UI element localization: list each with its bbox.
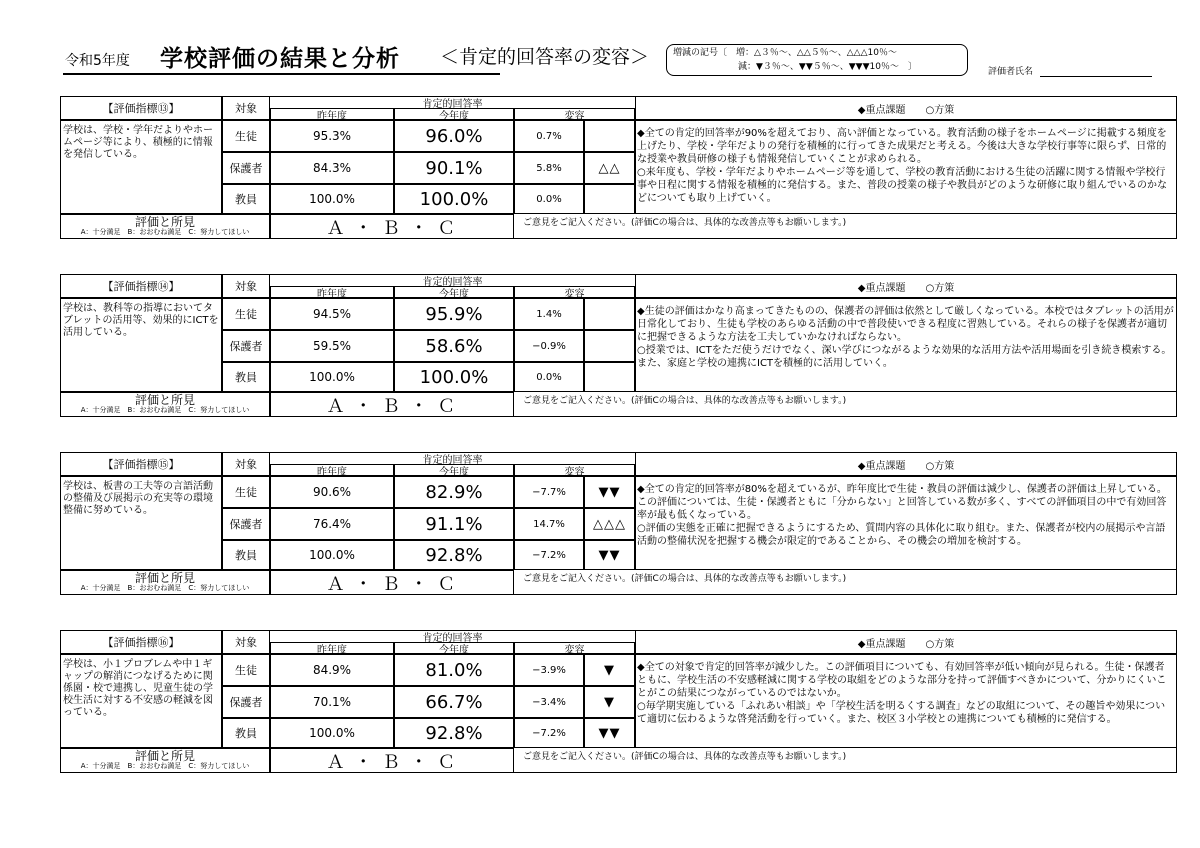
eval-label: 評価と所見 [134,392,195,407]
change-header: 変容 [564,466,585,478]
evaluation-section [60,96,1177,239]
last-year-rate: 95.3% [312,129,352,143]
eval-legend: A：十分満足 B：おおむね満足 C：努力してほしい [80,228,250,236]
focus-header: ◆重点課題 ○方策 [857,638,955,650]
last-year-rate: 70.1% [312,695,352,709]
this-year-rate: 58.6% [425,335,483,357]
row-target: 教員 [235,549,257,562]
last-year-rate: 76.4% [312,517,352,531]
measure-text: ○来年度も、学校・学年だよりやホームページ等を通して、学校の教育活動における生徒の活躍に関する情報や学校行事や日程に関する情報を積極的に発信する。また、普段の授業の様子や教員がどのような研修に取り組んでいるのかなどについても取り上げていく。 [637,167,1167,204]
row-target: 教員 [235,727,257,740]
measure-text: ○評価の実態を正確に把握できるようにするため、質問内容の具体化に取り組む。また、保護者が校内の展掲示や言語活動の整備状況を把握する機会が限定的であることから、その機会の増加を検討する。 [637,523,1166,547]
legend-line-increase: 増減の記号〔 増：△３％～、△△５％～、△△△10％～ [673,48,897,58]
change-header: 変容 [564,110,585,122]
indicator-description: 学校は、板書の工夫等の言語活動の整備及び展掲示の充実等の環境整備に努めている。 [63,481,213,516]
this-year-rate: 96.0% [425,125,483,147]
positive-rate-header: 肯定的回答率 [422,276,483,288]
focus-plan-text [637,127,1174,205]
change-mark [584,120,635,152]
change-value: 14.7% [533,518,565,530]
indicator-title: 【評価指標⑬】 [102,102,180,115]
change-value: 0.0% [536,193,562,205]
comment-prompt[interactable]: ご意見をご記入ください。(評価Cの場合は、具体的な改善点等もお願いします。) [523,218,847,228]
eval-label: 評価と所見 [134,214,195,229]
abc-rating-options[interactable]: Ａ ・ Ｂ ・ Ｃ [326,395,458,417]
focus-issue-text: ◆全ての肯定的回答率が80%を超えているが、昨年度比で生徒・教員の評価は減少し、保護者の評価は上昇している。この評価については、生徒・保護者ともに「分からない」と回答している数が多く、すべての評価項目の中で有効回答率が最も低くなっている。 [637,484,1167,521]
this-year-header: 今年度 [439,288,469,300]
focus-issue-text: ◆全ての肯定的回答率が90%を超えており、高い評価となっている。教育活動の様子をホームページに掲載する頻度を上げたり、学校・学年だよりの発行を積極的に行ってきた成果だと考える。今後は大きな学校行事等に限らず、日常的な授業や教員研修の様子も情報発信していくことが求められる。 [637,128,1167,165]
this-year-header: 今年度 [439,644,469,656]
row-target: 保護者 [229,162,263,175]
last-year-rate: 100.0% [309,726,355,740]
focus-issue-text: ◆全ての対象で肯定的回答率が減少した。この評価項目についても、有効回答率が低い傾向が見られる。生徒・保護者ともに、学校生活の不安感軽減に関する学校の取組をどのような部分を持って評価すべきかについて、分かりにくいことがこの結果につながっているのではないか。 [637,662,1167,699]
comment-prompt[interactable]: ご意見をご記入ください。(評価Cの場合は、具体的な改善点等もお願いします。) [523,574,847,584]
focus-header: ◆重点課題 ○方策 [857,104,955,116]
this-year-rate: 90.1% [425,157,483,179]
focus-plan-text [637,305,1174,370]
eval-legend: A：十分満足 B：おおむね満足 C：努力してほしい [80,584,250,592]
row-target: 生徒 [235,130,257,143]
indicator-title: 【評価指標⑮】 [102,458,180,471]
abc-rating-options[interactable]: Ａ ・ Ｂ ・ Ｃ [326,573,458,595]
change-value: −3.9% [532,664,566,676]
this-year-rate: 66.7% [425,691,483,713]
measure-text: ○授業では、ICTをただ使うだけでなく、深い学びにつながるような効果的な活用方法や活用場面を引き続き模索する。また、家庭と学校の連携にICTを積極的に活用していく。 [637,345,1172,369]
change-value: 0.0% [536,371,562,383]
this-year-rate: 100.0% [419,188,489,210]
change-mark [584,298,635,330]
last-year-header: 昨年度 [317,288,347,300]
this-year-header: 今年度 [439,110,469,122]
change-mark: ▼ [604,662,615,678]
positive-rate-header: 肯定的回答率 [422,454,483,466]
row-target: 教員 [235,371,257,384]
change-mark: △△ [598,160,621,176]
target-header: 対象 [235,102,257,115]
last-year-rate: 84.3% [312,161,352,175]
change-value: −0.9% [532,340,566,352]
row-target: 保護者 [229,340,263,353]
eval-legend: A：十分満足 B：おおむね満足 C：努力してほしい [80,762,250,770]
target-header: 対象 [235,280,257,293]
focus-issue-text: ◆生徒の評価はかなり高まってきたものの、保護者の評価は依然として厳しくなっている。本校ではタブレットの活用が日常化しており、生徒も学校のあらゆる活動の中で普段使いできる程度に習熟している。それらの様子を保護者が適切に把握できるような方法を工夫していかなければならない。 [637,306,1174,343]
last-year-rate: 84.9% [312,663,352,677]
row-target: 保護者 [229,518,263,531]
measure-text: ○毎学期実施している「ふれあい相談」や「学校生活を明るくする調査」などの取組について、その趣旨や効果について適切に伝わるような啓発活動を行っていく。また、校区３小学校との連携についても積極的に発信する。 [637,701,1166,725]
last-year-rate: 100.0% [309,370,355,384]
last-year-rate: 90.6% [312,485,352,499]
focus-header: ◆重点課題 ○方策 [857,460,955,472]
evaluator-name-label: 評価者氏名 [988,67,1034,77]
change-mark: ▼▼ [598,484,621,500]
row-target: 生徒 [235,486,257,499]
this-year-rate: 95.9% [425,303,483,325]
change-mark: ▼ [604,694,615,710]
this-year-rate: 100.0% [419,366,489,388]
change-header: 変容 [564,288,585,300]
change-mark [584,184,635,214]
positive-rate-header: 肯定的回答率 [422,632,483,644]
change-header: 変容 [564,644,585,656]
abc-rating-options[interactable]: Ａ ・ Ｂ ・ Ｃ [326,217,458,239]
indicator-description: 学校は、小１プロブレムや中１ギャップの解消につなげるために関係園・校で連携し、児童生徒の学校生活に対する不安感の軽減を図っている。 [63,659,213,718]
change-value: 5.8% [536,162,562,174]
row-target: 教員 [235,193,257,206]
this-year-rate: 82.9% [425,481,483,503]
this-year-rate: 91.1% [425,513,483,535]
indicator-description: 学校は、教科等の指導においてタブレットの活用等、効果的にICTを活用している。 [63,303,219,338]
change-mark: △△△ [593,516,626,532]
change-value: −3.4% [532,696,566,708]
abc-rating-options[interactable]: Ａ ・ Ｂ ・ Ｃ [326,751,458,773]
positive-rate-header: 肯定的回答率 [422,98,483,110]
evaluation-section [60,630,1177,773]
this-year-rate: 81.0% [425,659,483,681]
legend-line-decrease: 減：▼３％～、▼▼５％～、▼▼▼10％～ 〕 [738,62,917,72]
eval-legend: A：十分満足 B：おおむね満足 C：努力してほしい [80,406,250,414]
change-mark: ▼▼ [598,547,621,563]
evaluator-name-field[interactable] [1040,76,1152,77]
evaluation-section [60,274,1177,417]
title-underline [63,73,500,75]
focus-plan-text [637,661,1174,726]
this-year-rate: 92.8% [425,544,483,566]
row-target: 保護者 [229,696,263,709]
last-year-rate: 94.5% [312,307,352,321]
comment-prompt[interactable]: ご意見をご記入ください。(評価Cの場合は、具体的な改善点等もお願いします。) [523,396,847,406]
target-header: 対象 [235,636,257,649]
change-value: −7.2% [532,727,566,739]
indicator-title: 【評価指標⑭】 [102,280,180,293]
change-value: 0.7% [536,130,562,142]
eval-label: 評価と所見 [134,748,195,763]
row-target: 生徒 [235,664,257,677]
last-year-header: 昨年度 [317,466,347,478]
change-value: −7.7% [532,486,566,498]
focus-header: ◆重点課題 ○方策 [857,282,955,294]
change-value: −7.2% [532,549,566,561]
this-year-rate: 92.8% [425,722,483,744]
eval-label: 評価と所見 [134,570,195,585]
change-mark: ▼▼ [598,725,621,741]
fiscal-year-label: 令和5年度 [65,53,130,69]
target-header: 対象 [235,458,257,471]
change-value: 1.4% [536,308,562,320]
change-mark [584,362,635,392]
last-year-rate: 59.5% [312,339,352,353]
comment-prompt[interactable]: ご意見をご記入ください。(評価Cの場合は、具体的な改善点等もお願いします。) [523,752,847,762]
change-mark [584,330,635,362]
focus-plan-text [637,483,1174,548]
last-year-header: 昨年度 [317,644,347,656]
page-title: 学校評価の結果と分析 [160,46,400,72]
row-target: 生徒 [235,308,257,321]
last-year-rate: 100.0% [309,192,355,206]
this-year-header: 今年度 [439,466,469,478]
evaluation-section [60,452,1177,595]
indicator-title: 【評価指標⑯】 [102,636,180,649]
last-year-rate: 100.0% [309,548,355,562]
indicator-description: 学校は、学校・学年だよりやホームページ等により、積極的に情報を発信している。 [63,125,213,160]
page-subtitle: ＜肯定的回答率の変容＞ [440,46,650,68]
change-symbol-legend [666,44,968,76]
last-year-header: 昨年度 [317,110,347,122]
